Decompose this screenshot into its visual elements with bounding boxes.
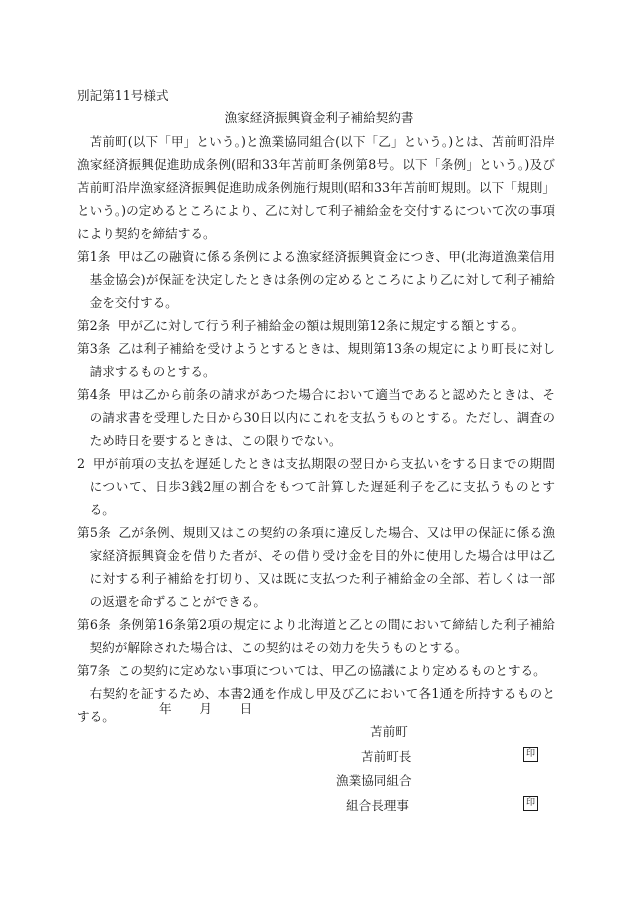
article-4 bbox=[77, 383, 555, 452]
party-b-title: 組合長理事 bbox=[346, 798, 409, 813]
article-text: この契約に定めない事項については、甲乙の協議により定めるものとする。 bbox=[117, 663, 546, 678]
article-text: 乙は利子補給を受けようとするときは、規則第13条の規定により町長に対し請求するものとする。 bbox=[89, 341, 555, 379]
article-number: 第7条 bbox=[77, 663, 111, 678]
date-month: 月 bbox=[199, 701, 212, 716]
seal-mark-party-a: 印 bbox=[523, 747, 538, 762]
article-number: 第5条 bbox=[77, 525, 111, 540]
article-number: 第3条 bbox=[77, 341, 111, 356]
article-number: 2 bbox=[77, 456, 86, 471]
preamble-paragraph: 苫前町(以下「甲」という。)と漁業協同組合(以下「乙」という。)とは、苫前町沿岸漁家経済振興促進助成条例(昭和33年苫前町条例第8号。以下「条例」という。)及び苫前町沿岸漁家経済振興促進助成条例施行規則(昭和33年苫前町規則。以下「規則」という。)の定めるところにより、乙に対して利子補給金を交付するについて次の事項により契約を締結する。 bbox=[77, 134, 555, 241]
article-6 bbox=[77, 613, 555, 659]
article-number: 第1条 bbox=[77, 249, 111, 264]
date-line bbox=[159, 698, 252, 717]
article-1 bbox=[77, 245, 555, 314]
article-number: 第4条 bbox=[77, 387, 111, 402]
article-5 bbox=[77, 521, 555, 613]
article-number: 第6条 bbox=[77, 617, 112, 632]
date-year: 年 bbox=[159, 701, 172, 716]
article-2 bbox=[77, 314, 555, 337]
closing-statement: 右契約を証するため、本書2通を作成し甲及び乙において各1通を所持するものとする。 bbox=[77, 686, 555, 724]
article-text: 甲は乙から前条の請求があつた場合において適当であると認めたときは、その請求書を受理した日から30日以内にこれを支払うものとする。ただし、調査のため時日を要するときは、この限りでない。 bbox=[89, 387, 556, 448]
document-body bbox=[77, 130, 555, 728]
party-a-title: 苫前町長 bbox=[361, 749, 412, 764]
form-number: 別記第11号様式 bbox=[77, 88, 169, 103]
article-text: 甲が乙に対して行う利子補給金の額は規則第12条に規定する額とする。 bbox=[117, 318, 525, 333]
article-text: 甲は乙の融資に係る条例による漁家経済振興資金につき、甲(北海道漁業信用基金協会)が保証を決定したときは条例の定めるところにより乙に対して利子補給金を交付する。 bbox=[89, 249, 555, 310]
article-text: 条例第16条第2項の規定により北海道と乙との間において締結した利子補給契約が解除された場合は、この契約はその効力を失うものとする。 bbox=[89, 617, 555, 655]
article-number: 第2条 bbox=[77, 318, 111, 333]
date-day: 日 bbox=[239, 701, 253, 716]
article-text: 乙が条例、規則又はこの契約の条項に違反した場合、又は甲の保証に係る漁家経済振興資金を借りた者が、その借り受け金を目的外に使用した場合は甲は乙に対する利子補給を打切り、又は既に支払つた利子補給金の全部、若しくは一部の返還を命ずることができる。 bbox=[89, 525, 556, 609]
article-3 bbox=[77, 337, 555, 383]
article-4-paragraph-2 bbox=[77, 452, 555, 521]
article-7 bbox=[77, 659, 555, 682]
party-b-organization: 漁業協同組合 bbox=[336, 773, 412, 788]
article-list bbox=[77, 245, 555, 682]
party-a-organization: 苫前町 bbox=[370, 724, 408, 739]
document-title: 漁家経済振興資金利子補給契約書 bbox=[224, 110, 414, 125]
article-text: 甲が前項の支払を遅延したときは支払期限の翌日から支払いをする日までの期間について、日歩3銭2厘の割合をもつて計算した遅延利子を乙に支払うものとする。 bbox=[89, 456, 555, 517]
seal-mark-party-b: 印 bbox=[523, 796, 538, 811]
